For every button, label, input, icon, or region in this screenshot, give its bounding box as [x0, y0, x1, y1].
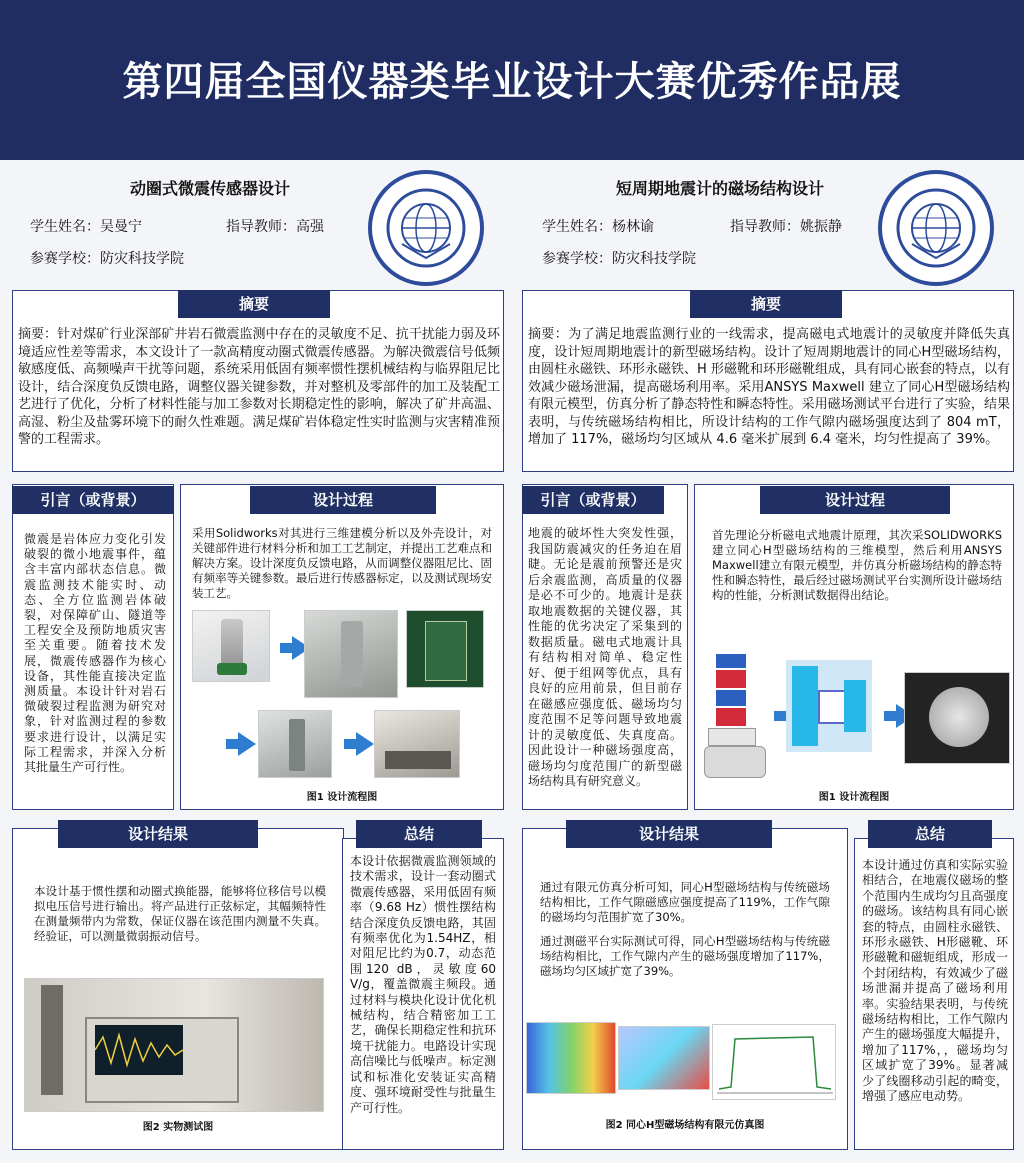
- right-process-text: 首先理论分析磁电式地震计原理，其次采SOLIDWORKS建立同心H型磁场结构的三维模型，然后利用ANSYS Maxwell建立有限元模型，并仿真分析磁场结构的静态特性和瞬态特性，最后经过磁场测试平台实测所设计磁场结构的性能，分析测试数据得出结论。: [712, 528, 1002, 602]
- machined-parts-image: [304, 610, 398, 698]
- left-process-heading: 设计过程: [250, 486, 436, 514]
- test-platform-image: [904, 672, 1010, 764]
- arrow-right-icon: [238, 732, 256, 756]
- right-results-text-1: 通过有限元仿真分析可知，同心H型磁场结构与传统磁场结构相比，工作气隙磁感应强度提高了119%，工作气隙的磁场均匀范围扩宽了30%。: [540, 880, 830, 924]
- uniformity-curve-plot: [712, 1024, 836, 1100]
- oscilloscope-test-image: [24, 978, 324, 1112]
- circuit-board-image: [406, 610, 484, 688]
- right-summary-text: 本设计通过仿真和实际实验相结合，在地震仪磁场的整个范围内生成均匀且高强度的磁场。该结构具有同心嵌套的特点，由圆柱永磁铁、环形永磁铁、H形磁靴、环形磁靴和磁轭组成，形成一个封闭结构，有效减少了磁场泄漏并提高了磁场利用率。实验结果表明，与传统磁场结构相比，工作气隙内产生的磁场强度大幅提升，增加了117%，，磁场均匀区域扩宽了39%。显著减少了线圈移动引起的畸变，增强了感应电动势。: [862, 858, 1008, 1104]
- left-results-heading: 设计结果: [58, 820, 258, 848]
- left-intro-text: 微震是岩体应力变化引发破裂的微小地震事件，蕴含丰富内部状态信息。微震监测技术能实时、动态、全方位监测岩体破裂，对保障矿山、隧道等工程安全及预防地质灾害至关重要。随着技术发展，微震传感器作为核心设备，其性能直接决定监测质量。本设计针对岩石微破裂过程监测为研究对象，针对监测过程的参数要求进行设计，以满足实际工程需求，并深入分析其批量生产可行性。: [24, 532, 166, 775]
- left-intro-heading: 引言（或背景）: [12, 486, 174, 514]
- right-student-name: 学生姓名：杨林谕: [542, 219, 654, 235]
- right-results-text-2: 通过测磁平台实际测试可得，同心H型磁场结构与传统磁场结构相比，工作气隙内产生的磁场强度增加了117%，磁场均匀区域扩宽了39%。: [540, 934, 830, 978]
- left-abstract-heading: 摘要: [178, 290, 330, 318]
- right-project-title: 短周期地震计的磁场结构设计: [615, 179, 824, 198]
- left-process-text: 采用Solidworks对其进行三维建模分析以及外壳设计，对关键部件进行材料分析和加工工艺制定，并提出工艺难点和解决方案。设计深度负反馈电路，从而调整仪器阻尼比、固有频率等关键参数。最后进行传感器标定，以及测试现场安装工艺。: [192, 526, 492, 600]
- right-abstract-heading: 摘要: [690, 290, 842, 318]
- field-distribution-plot: [526, 1022, 616, 1094]
- left-results-text: 本设计基于惯性摆和动圈式换能器，能够将位移信号以模拟电压信号进行输出。将产品进行正弦标定，其幅频特性在测量频带内为常数，保证仪器在该范围内测量不失真。经验证，可以测量微弱振动信号。: [34, 884, 326, 943]
- left-summary-heading: 总结: [356, 820, 482, 848]
- left-student-name: 学生姓名：吴曼宁: [30, 219, 142, 235]
- right-intro-heading: 引言（或背景）: [522, 486, 664, 514]
- page-title: 第四届全国仪器类毕业设计大赛优秀作品展: [122, 59, 902, 105]
- left-figure1-caption: 图1 设计流程图: [306, 792, 378, 803]
- right-school-logo: [878, 170, 994, 286]
- right-school: 参赛学校：防灾科技学院: [542, 251, 696, 267]
- globe-emblem-icon: [372, 174, 480, 282]
- left-school: 参赛学校：防灾科技学院: [30, 251, 184, 267]
- right-summary-heading: 总结: [868, 820, 992, 848]
- sensor-model-image: [192, 610, 270, 682]
- right-process-heading: 设计过程: [760, 486, 950, 514]
- left-project-title: 动圈式微震传感器设计: [129, 179, 290, 198]
- calibration-part-image: [258, 710, 332, 778]
- right-abstract-text: 摘要：为了满足地震监测行业的一线需求，提高磁电式地震计的灵敏度并降低失真度，设计短周期地震计的新型磁场结构。设计了短周期地震计的同心H型磁场结构，由圆柱永磁铁、环形永磁铁、H 形磁靴和环形磁靴组成，具有同心嵌套的特点，以有效减少磁场泄漏，提高磁场利用率。采用ANSYS Maxwell 建立了同心H型磁场结构有限元模型，仿真分析了静态特性和瞬态特性。采用磁场测试平台进行了实验，结果表明，与传统磁场结构相比，所设计结构的工作气隙内磁场强度达到了 804 mT，增加了 117%，磁场均匀区域从 4.6 毫米扩展到 6.4 毫米，均匀性提高了 39%。: [528, 327, 1010, 447]
- curve-chart-icon: [713, 1025, 835, 1099]
- globe-emblem-icon: [882, 174, 990, 282]
- waveform-icon: [95, 1025, 183, 1075]
- left-abstract-text: 摘要：针对煤矿行业深部矿井岩石微震监测中存在的灵敏度不足、抗干扰能力弱及环境适应性差等需求，本文设计了一款高精度动圈式微震传感器。为解决微震信号低频敏感度低、高频噪声干扰等问题，系统采用低固有频率惯性摆机械结构与临界阻尼比设计，结合深度负反馈电路，调整仪器关键参数，并对整机及零部件的加工及装配工艺进行了优化，分析了材料性能与加工参数对长期稳定性的影响，解决了矿井高温、高湿、粉尘及盐雾环境下的耐久性难题。满足煤矿岩体稳定性实时监测与灾害精准预警的工程需求。: [18, 327, 500, 447]
- left-figure2-caption: 图2 实物测试图: [142, 1122, 214, 1133]
- header-banner: [0, 0, 1024, 160]
- flux-density-plot: [618, 1026, 710, 1090]
- left-school-logo: [368, 170, 484, 286]
- arrow-right-icon: [356, 732, 374, 756]
- right-figure2-caption: 图2 同心H型磁场结构有限元仿真图: [605, 1120, 765, 1131]
- right-results-heading: 设计结果: [566, 820, 772, 848]
- right-intro-text: 地震的破坏性大突发性强，我国防震减灾的任务迫在眉睫。无论是震前预警还是灾后余震监测，高质量的仪器是必不可少的。地震计是获取地震数据的关键仪器，其性能的优劣决定了采集到的数据质量。磁电式地震计具有结构相对简单、稳定性好、便于组网等优点，具有良好的应用前景，但目前存在磁感应强度低、磁场均匀度范围不足等问题导致地震计的灵敏度低、失真度高。因此设计一种磁场强度高，磁场均匀度范围广的新型磁场结构具有研究意义。: [528, 526, 682, 788]
- right-results-box: [522, 828, 848, 1150]
- right-figure1-caption: 图1 设计流程图: [818, 792, 890, 803]
- field-installation-image: [374, 710, 460, 778]
- left-summary-text: 本设计依据微震监测领域的技术需求，设计一套动圈式微震传感器，采用低固有频率（9.68 Hz）惯性摆结构结合深度负反馈电路，其固有频率优化为1.54HZ，相对阻尼比约为0.7，动态范围120 dB，灵敏度60 V/g，覆盖微震主频段。通过材料与模块化设计优化机械结构，结合精密加工工艺，确保长期稳定性和抗环境干扰能力。电路设计实现高信噪比与低噪声。标定测试和标准化安装证实高精度、强环境耐受性与批量生产可行性。: [350, 854, 496, 1115]
- field-structure-diagram: [786, 660, 872, 752]
- right-advisor-name: 指导教师：姚振静: [730, 219, 842, 235]
- left-advisor-name: 指导教师：高强: [226, 219, 324, 235]
- magnet-model-image: [704, 650, 784, 782]
